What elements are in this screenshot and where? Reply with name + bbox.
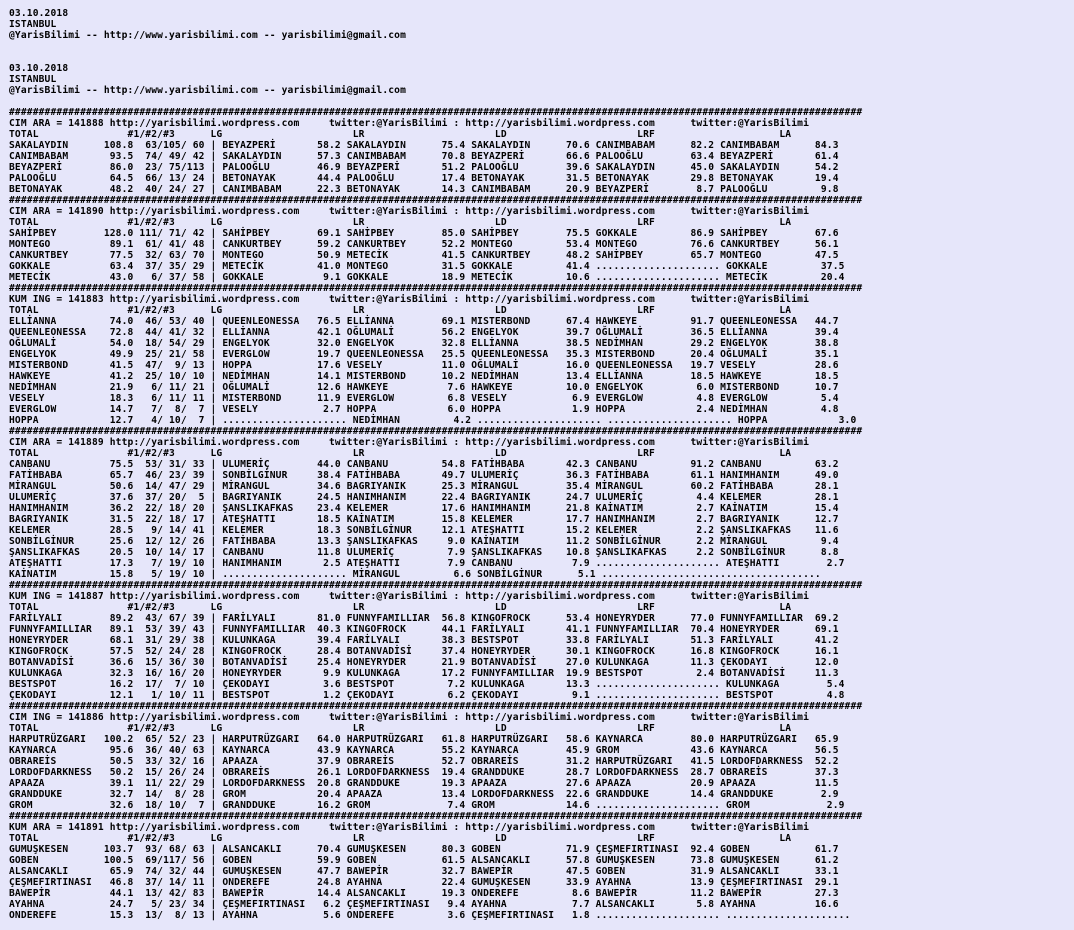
table-row: ÇEŞMEFIRTINASI 46.8 37/ 14/ 11 | ONDEREFE 24.8 AYAHNA 22.4 GUMUŞKESEN 33.9 AYAHNA 13.9 ÇEŞMEFIRTINASI 29.1 <box>9 877 839 888</box>
separator-line: ################################################################################################################################################ <box>9 701 863 712</box>
column-header-line: TOTAL #1/#2/#3 LG LR LD LRF LA <box>9 448 792 459</box>
table-row: MONTEGO 89.1 61/ 41/ 48 | CANKURTBEY 59.2 CANKURTBEY 52.2 MONTEGO 53.4 MONTEGO 76.6 CANKURTBEY 56.1 <box>9 239 839 250</box>
table-row: KAYNARCA 95.6 36/ 40/ 63 | KAYNARCA 43.9 KAYNARCA 55.2 KAYNARCA 45.9 GROM 43.6 KAYNARCA 56.5 <box>9 745 839 756</box>
table-row: SAHİPBEY 128.0 111/ 71/ 42 | SAHİPBEY 69.1 SAHİPBEY 85.0 SAHİPBEY 75.5 GOKKALE 86.9 SAHİPBEY 67.6 <box>9 228 839 239</box>
table-row: KAİNATIM 15.8 5/ 19/ 10 | ..................... MİRANGUL 6.6 SONBİLGİNUR 5.1 ..................................... <box>9 569 821 580</box>
table-row: ŞANSLIKAFKAS 20.5 10/ 14/ 17 | CANBANU 11.8 ULUMERİÇ 7.9 ŞANSLIKAFKAS 10.8 ŞANSLIKAFKAS 2.2 SONBİLGİNUR 8.8 <box>9 547 839 558</box>
table-row: BAWEPİR 44.1 13/ 42/ 83 | BAWEPİR 14.4 ALSANCAKLI 19.3 ONDEREFE 8.6 BAWEPİR 11.2 BAWEPİR 27.3 <box>9 888 839 899</box>
table-row: ONDEREFE 15.3 13/ 8/ 13 | AYAHNA 5.6 ONDEREFE 3.6 ÇEŞMEFIRTINASI 1.8 ..................... ..................... <box>9 910 851 921</box>
text-line <box>9 52 1074 63</box>
race-header-line: CIM ARA = 141889 http://yarisbilimi.wordpress.com twitter:@YarisBilimi : http://yarisbilimi.wordpress.com twitter:@YarisBilimi <box>9 437 809 448</box>
table-row: SAKALAYDIN 108.8 63/105/ 60 | BEYAZPERİ 58.2 SAKALAYDIN 75.4 SAKALAYDIN 70.6 CANIMBABAM 82.2 CANIMBABAM 84.3 <box>9 140 839 151</box>
table-row: BESTSPOT 16.2 17/ 7/ 10 | ÇEKODAYI 3.6 BESTSPOT 7.2 KULUNKAGA 13.3 ..................... KULUNKAGA 5.4 <box>9 679 845 690</box>
table-row: APAAZA 39.1 11/ 22/ 29 | LORDOFDARKNESS 20.8 GRANDDUKE 19.3 APAAZA 27.6 APAAZA 20.9 APAAZA 11.5 <box>9 778 839 789</box>
table-row: MISTERBOND 41.5 47/ 9/ 13 | HOPPA 17.6 VESELY 11.0 OĞLUMALİ 16.0 QUEENLEONESSA 19.7 VESELY 28.6 <box>9 360 839 371</box>
race-header-line: CIM ARA = 141888 http://yarisbilimi.wordpress.com twitter:@YarisBilimi : http://yarisbilimi.wordpress.com twitter:@YarisBilimi <box>9 118 809 129</box>
table-row: MİRANGUL 50.6 14/ 47/ 29 | MİRANGUL 34.6 BAGRIYANIK 25.3 MİRANGUL 35.4 MİRANGUL 60.2 FATİHBABA 28.1 <box>9 481 839 492</box>
column-header-line: TOTAL #1/#2/#3 LG LR LD LRF LA <box>9 833 792 844</box>
race-header-line: KUM ING = 141883 http://yarisbilimi.wordpress.com twitter:@YarisBilimi : http://yarisbilimi.wordpress.com twitter:@YarisBilimi <box>9 294 809 305</box>
table-row: HARPUTRÜZGARI 100.2 65/ 52/ 23 | HARPUTRÜZGARI 64.0 HARPUTRÜZGARI 61.8 HARPUTRÜZGARI 58.6 KAYNARCA 80.0 HARPUTRÜZGARI 65.9 <box>9 734 839 745</box>
table-row: METECİK 43.0 6/ 37/ 58 | GOKKALE 9.1 GOKKALE 18.9 METECİK 10.6 ..................... METECİK 20.4 <box>9 272 845 283</box>
table-row: GRANDDUKE 32.7 14/ 8/ 28 | GROM 20.4 APAAZA 13.4 LORDOFDARKNESS 22.6 GRANDDUKE 14.4 GRANDDUKE 2.9 <box>9 789 839 800</box>
column-header-line: TOTAL #1/#2/#3 LG LR LD LRF LA <box>9 723 792 734</box>
table-row: GOKKALE 63.4 37/ 35/ 29 | METECİK 41.0 MONTEGO 31.5 GOKKALE 41.4 ..................... GOKKALE 37.5 <box>9 261 845 272</box>
table-row: ÇEKODAYI 12.1 1/ 10/ 11 | BESTSPOT 1.2 ÇEKODAYI 6.2 ÇEKODAYI 9.1 ..................... BESTSPOT 4.8 <box>9 690 845 701</box>
table-row: FARİLYALI 89.2 43/ 67/ 39 | FARİLYALI 81.0 FUNNYFAMILLIAR 56.8 KINGOFROCK 53.4 HONEYRYDER 77.0 FUNNYFAMILLIAR 69.2 <box>9 613 839 624</box>
column-header-line: TOTAL #1/#2/#3 LG LR LD LRF LA <box>9 305 792 316</box>
table-row: BETONAYAK 48.2 40/ 24/ 27 | CANIMBABAM 22.3 BETONAYAK 14.3 CANIMBABAM 20.9 BEYAZPERİ 8.7 PALOOĞLU 9.8 <box>9 184 839 195</box>
table-row: FATİHBABA 65.7 46/ 23/ 39 | SONBİLGİNUR 38.4 FATİHBABA 49.7 ULUMERİÇ 36.3 FATİHBABA 61.1 HANIMHANIM 49.0 <box>9 470 839 481</box>
table-row: KELEMER 28.5 9/ 14/ 41 | KELEMER 18.3 SONBİLGİNUR 12.1 ATEŞHATTI 15.2 KELEMER 2.2 ŞANSLIKAFKAS 11.6 <box>9 525 839 536</box>
race-header-line: CIM ARA = 141890 http://yarisbilimi.wordpress.com twitter:@YarisBilimi : http://yarisbilimi.wordpress.com twitter:@YarisBilimi <box>9 206 809 217</box>
table-row: OBRAREİS 50.5 33/ 32/ 16 | APAAZA 37.9 OBRAREİS 52.7 OBRAREİS 31.2 HARPUTRÜZGARI 41.5 LORDOFDARKNESS 52.2 <box>9 756 839 767</box>
text-line: ISTANBUL <box>9 74 57 85</box>
table-row: BEYAZPERİ 86.0 23/ 75/113 | PALOOĞLU 46.9 BEYAZPERİ 51.2 PALOOĞLU 39.6 SAKALAYDIN 45.0 SAKALAYDIN 54.2 <box>9 162 839 173</box>
table-row: QUEENLEONESSA 72.8 44/ 41/ 32 | ELLİANNA 42.1 OĞLUMALİ 56.2 ENGELYOK 39.7 OĞLUMALİ 36.5 ELLİANNA 39.4 <box>9 327 839 338</box>
table-row: CANIMBABAM 93.5 74/ 49/ 42 | SAKALAYDIN 57.3 CANIMBABAM 70.8 BEYAZPERİ 66.6 PALOOĞLU 63.4 BEYAZPERİ 61.4 <box>9 151 839 162</box>
table-row: BOTANVADİSİ 36.6 15/ 36/ 30 | BOTANVADİSİ 25.4 HONEYRYDER 21.9 BOTANVADİSİ 27.0 KULUNKAGA 11.3 ÇEKODAYI 12.0 <box>9 657 839 668</box>
table-row: EVERGLOW 14.7 7/ 8/ 7 | VESELY 2.7 HOPPA 6.0 HOPPA 1.9 HOPPA 2.4 NEDİMHAN 4.8 <box>9 404 839 415</box>
date-line: 03.10.2018 <box>9 63 69 74</box>
table-row: LORDOFDARKNESS 50.2 15/ 26/ 24 | OBRAREİS 26.1 LORDOFDARKNESS 19.4 GRANDDUKE 28.7 LORDOFDARKNESS 28.7 OBRAREİS 37.3 <box>9 767 839 778</box>
table-row: NEDİMHAN 21.9 6/ 11/ 21 | OĞLUMALİ 12.6 HAWKEYE 7.6 HAWKEYE 10.0 ENGELYOK 6.0 MISTERBOND 10.7 <box>9 382 839 393</box>
separator-line: ################################################################################################################################################ <box>9 195 863 206</box>
separator-line: ################################################################################################################################################ <box>9 811 863 822</box>
table-row: HAWKEYE 41.2 25/ 10/ 10 | NEDİMHAN 14.1 MISTERBOND 10.2 NEDİMHAN 13.4 ELLİANNA 18.5 HAWKEYE 18.5 <box>9 371 839 382</box>
table-row: VESELY 18.3 6/ 11/ 11 | MISTERBOND 11.9 EVERGLOW 6.8 VESELY 6.9 EVERGLOW 4.8 EVERGLOW 5.4 <box>9 393 839 404</box>
text-line: @YarisBilimi -- http://www.yarisbilimi.com -- yarisbilimi@gmail.com <box>9 30 407 41</box>
separator-line: ################################################################################################################################################ <box>9 283 863 294</box>
table-row: GOBEN 100.5 69/117/ 56 | GOBEN 59.9 GOBEN 61.5 ALSANCAKLI 57.8 GUMUŞKESEN 73.8 GUMUŞKESEN 61.2 <box>9 855 839 866</box>
race-header-line: CIM ING = 141886 http://yarisbilimi.wordpress.com twitter:@YarisBilimi : http://yarisbilimi.wordpress.com twitter:@YarisBilimi <box>9 712 809 723</box>
table-row: HANIMHANIM 36.2 22/ 18/ 20 | ŞANSLIKAFKAS 23.4 KELEMER 17.6 HANIMHANIM 21.8 KAİNATIM 2.7 KAİNATIM 15.4 <box>9 503 839 514</box>
race-header-line: KUM ARA = 141891 http://yarisbilimi.wordpress.com twitter:@YarisBilimi : http://yarisbilimi.wordpress.com twitter:@YarisBilimi <box>9 822 809 833</box>
text-line <box>9 96 1074 107</box>
table-row: ATEŞHATTI 17.3 7/ 19/ 10 | HANIMHANIM 2.5 ATEŞHATTI 7.9 CANBANU 7.9 ..................... ATEŞHATTI 2.7 <box>9 558 845 569</box>
table-row: ULUMERİÇ 37.6 37/ 20/ 5 | BAGRIYANIK 24.5 HANIMHANIM 22.4 BAGRIYANIK 24.7 ULUMERİÇ 4.4 KELEMER 28.1 <box>9 492 839 503</box>
date-line: 03.10.2018 <box>9 8 69 19</box>
table-row: FUNNYFAMILLIAR 89.1 53/ 39/ 43 | FUNNYFAMILLIAR 40.3 KINGOFROCK 44.1 FARİLYALI 41.1 FUNNYFAMILLIAR 70.4 HONEYRYDER 69.1 <box>9 624 839 635</box>
text-line: @YarisBilimi -- http://www.yarisbilimi.com -- yarisbilimi@gmail.com <box>9 85 407 96</box>
column-header-line: TOTAL #1/#2/#3 LG LR LD LRF LA <box>9 129 792 140</box>
table-row: AYAHNA 24.7 5/ 23/ 34 | ÇEŞMEFIRTINASI 6.2 ÇEŞMEFIRTINASI 9.4 AYAHNA 7.7 ALSANCAKLI 5.8 AYAHNA 16.6 <box>9 899 839 910</box>
race-header-line: KUM ING = 141887 http://yarisbilimi.wordpress.com twitter:@YarisBilimi : http://yarisbilimi.wordpress.com twitter:@YarisBilimi <box>9 591 809 602</box>
text-line: ISTANBUL <box>9 19 57 30</box>
separator-line: ################################################################################################################################################ <box>9 580 863 591</box>
table-row: GROM 32.6 18/ 10/ 7 | GRANDDUKE 16.2 GROM 7.4 GROM 14.6 ..................... GROM 2.9 <box>9 800 845 811</box>
table-row: GUMUŞKESEN 103.7 93/ 68/ 63 | ALSANCAKLI 70.4 GUMUŞKESEN 80.3 GOBEN 71.9 ÇEŞMEFIRTINASI 92.4 GOBEN 61.7 <box>9 844 839 855</box>
table-row: BAGRIYANIK 31.5 22/ 18/ 17 | ATEŞHATTI 18.5 KAİNATIM 15.8 KELEMER 17.7 HANIMHANIM 2.7 BAGRIYANIK 12.7 <box>9 514 839 525</box>
text-line <box>9 41 1074 52</box>
table-row: KINGOFROCK 57.5 52/ 24/ 28 | KINGOFROCK 28.4 BOTANVADİSİ 37.4 HONEYRYDER 30.1 KINGOFROCK 16.8 KINGOFROCK 16.1 <box>9 646 839 657</box>
table-row: HONEYRYDER 68.1 31/ 29/ 38 | KULUNKAGA 39.4 FARİLYALI 38.3 BESTSPOT 33.8 FARİLYALI 51.3 FARİLYALI 41.2 <box>9 635 839 646</box>
table-row: CANKURTBEY 77.5 32/ 63/ 70 | MONTEGO 50.9 METECİK 41.5 CANKURTBEY 48.2 SAHİPBEY 65.7 MONTEGO 47.5 <box>9 250 839 261</box>
table-row: HOPPA 12.7 4/ 10/ 7 | ..................... NEDİMHAN 4.2 ..................... ..................... HOPPA 3.0 <box>9 415 857 426</box>
table-row: ELLİANNA 74.0 46/ 53/ 40 | QUEENLEONESSA 76.5 ELLİANNA 69.1 MISTERBOND 67.4 HAWKEYE 91.7 QUEENLEONESSA 44.7 <box>9 316 839 327</box>
table-row: ALSANCAKLI 65.9 74/ 32/ 44 | GUMUŞKESEN 47.7 BAWEPİR 32.7 BAWEPİR 47.5 GOBEN 31.9 ALSANCAKLI 33.1 <box>9 866 839 877</box>
table-row: KULUNKAGA 32.3 16/ 16/ 20 | HONEYRYDER 9.9 KULUNKAGA 17.2 FUNNYFAMILLIAR 19.9 BESTSPOT 2.4 BOTANVADİSİ 11.3 <box>9 668 839 679</box>
table-row: OĞLUMALİ 54.0 18/ 54/ 29 | ENGELYOK 32.0 ENGELYOK 32.8 ELLİANNA 38.5 NEDİMHAN 29.2 ENGELYOK 38.8 <box>9 338 839 349</box>
separator-line: ################################################################################################################################################ <box>9 107 863 118</box>
table-row: CANBANU 75.5 53/ 31/ 33 | ULUMERİÇ 44.0 CANBANU 54.8 FATİHBABA 42.3 CANBANU 91.2 CANBANU 63.2 <box>9 459 839 470</box>
separator-line: ################################################################################################################################################ <box>9 426 863 437</box>
column-header-line: TOTAL #1/#2/#3 LG LR LD LRF LA <box>9 602 792 613</box>
table-row: SONBİLGİNUR 25.6 12/ 12/ 26 | FATİHBABA 13.3 ŞANSLIKAFKAS 9.0 KAİNATIM 11.2 SONBİLGİNUR 2.2 MİRANGUL 9.4 <box>9 536 839 547</box>
column-header-line: TOTAL #1/#2/#3 LG LR LD LRF LA <box>9 217 792 228</box>
table-row: ENGELYOK 49.9 25/ 21/ 58 | EVERGLOW 19.7 QUEENLEONESSA 25.5 QUEENLEONESSA 35.3 MISTERBOND 20.4 OĞLUMALİ 35.1 <box>9 349 839 360</box>
table-row: PALOOĞLU 64.5 66/ 13/ 24 | BETONAYAK 44.4 PALOOĞLU 17.4 BETONAYAK 31.5 BETONAYAK 29.8 BETONAYAK 19.4 <box>9 173 839 184</box>
